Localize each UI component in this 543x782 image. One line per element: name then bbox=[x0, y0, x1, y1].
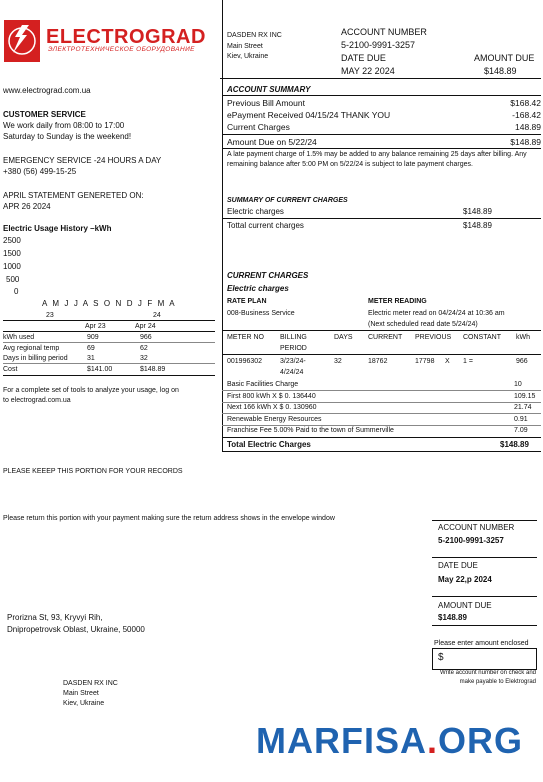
remit-address-line1: Prorizna St, 93, Kryvyi Rih, bbox=[7, 613, 103, 622]
summary-row bbox=[227, 110, 541, 121]
usage-cell: $148.89 bbox=[140, 366, 166, 373]
account-number: 5-2100-9991-3257 bbox=[341, 40, 416, 50]
summary-label: Current Charges bbox=[227, 122, 290, 132]
stub-company-name: DASDEN RX INC bbox=[63, 680, 118, 687]
amount-due-label: AMOUNT DUE bbox=[474, 53, 535, 63]
col-kwh: kWh bbox=[516, 334, 530, 341]
meter-no: 001996302 bbox=[227, 358, 263, 365]
y-tick-label: 0 bbox=[14, 287, 19, 296]
check-note-line1: Write account number on check and bbox=[440, 670, 536, 676]
summary-title-line bbox=[222, 95, 541, 96]
customer-service-weekend: Saturday to Sunday is the weekend! bbox=[3, 132, 132, 141]
current-read: 18762 bbox=[368, 358, 388, 365]
kwh-value: 966 bbox=[516, 358, 528, 365]
electrograd-logo-icon bbox=[4, 20, 40, 62]
month-axis-labels: A M J J A S O N D J F M A bbox=[42, 299, 177, 308]
charge-line-label: Basic Facilities Charge bbox=[227, 381, 299, 388]
statement-generated-label: APRIL STATEMENT GENERETED ON: bbox=[3, 191, 144, 200]
return-portion-note: Please return this portion with your payment making sure the return address shows in the envelope window bbox=[3, 515, 335, 522]
stub-amount-due: $148.89 bbox=[438, 613, 467, 622]
statement-generated-date: APR 26 2024 bbox=[3, 202, 51, 211]
emergency-phone: +380 (56) 499-15-25 bbox=[3, 167, 77, 176]
meter-table-top bbox=[222, 330, 541, 331]
year-label: 24 bbox=[153, 312, 161, 319]
website-link[interactable]: www.electrograd.com.ua bbox=[3, 86, 91, 95]
customer-service-hours: We work daily from 08:00 to 17:00 bbox=[3, 121, 125, 130]
stub-divider bbox=[432, 557, 537, 558]
logo-tld: ORG bbox=[438, 720, 524, 761]
late-payment-notice: A late payment charge of 1.5% may be added to any balance remaining 25 days after billing. Any remaining balance after 5:00 PM on 5/22/24 is subject to late payment charges. bbox=[227, 151, 527, 169]
next-read-date: (Next scheduled read date 5/24/24) bbox=[368, 321, 478, 328]
more-tools-line1: For a complete set of tools to analyze your usage, log on bbox=[3, 387, 179, 394]
billing-period-start: 3/23/24- bbox=[280, 358, 306, 365]
charge-line-label: Next 166 kWh X $ 0. 130960 bbox=[227, 404, 317, 411]
usage-row-line bbox=[3, 363, 215, 364]
usage-cell: $141.00 bbox=[87, 366, 113, 373]
summary-divider bbox=[222, 148, 541, 149]
total-bottom-line bbox=[222, 451, 541, 452]
date-due: MAY 22 2024 bbox=[341, 66, 395, 76]
company-name: DASDEN RX INC bbox=[227, 32, 282, 39]
col-previous: PREVIOUS bbox=[415, 334, 452, 341]
col-period: PERIOD bbox=[280, 345, 307, 352]
y-tick-label: 500 bbox=[6, 275, 20, 284]
col-current: CURRENT bbox=[368, 334, 403, 341]
y-tick-label: 2500 bbox=[3, 236, 21, 245]
total-electric-value: $148.89 bbox=[500, 440, 529, 449]
date-due-label: DATE DUE bbox=[341, 53, 386, 63]
y-tick-label: 1500 bbox=[3, 249, 21, 258]
column-divider bbox=[222, 0, 223, 452]
stub-date-due: May 22,p 2024 bbox=[438, 575, 492, 584]
electric-charges-value: $148.89 bbox=[463, 207, 492, 216]
usage-cell: 966 bbox=[140, 334, 152, 341]
meter-reading-label: METER READING bbox=[368, 298, 427, 305]
summary-current-divider bbox=[222, 218, 541, 219]
meter-read-date: Electric meter read on 04/24/24 at 10:36 am bbox=[368, 310, 505, 317]
stub-account-number: 5-2100-9991-3257 bbox=[438, 536, 504, 545]
summary-current-title: SUMMARY OF CURRENT CHARGES bbox=[227, 197, 348, 204]
stub-date-due-label: DATE DUE bbox=[438, 561, 478, 570]
charge-line-value: 10 bbox=[514, 381, 522, 388]
usage-col-apr23: Apr 23 bbox=[85, 323, 106, 330]
summary-label: ePayment Received 04/15/24 THANK YOU bbox=[227, 110, 391, 120]
charge-line-value: 0.91 bbox=[514, 416, 528, 423]
check-note-line2: make payable to Elektrograd bbox=[459, 679, 536, 685]
year-label: 23 bbox=[46, 312, 54, 319]
usage-cell: 31 bbox=[87, 355, 95, 362]
summary-row bbox=[227, 137, 541, 148]
emergency-service: EMERGENCY SERVICE -24 HOURS A DAY bbox=[3, 156, 162, 165]
usage-row-label: Days in billing period bbox=[3, 355, 68, 362]
keep-portion-note: PLEASE KEEEP THIS PORTION FOR YOUR RECORDS bbox=[3, 468, 183, 475]
stub-account-label: ACCOUNT NUMBER bbox=[438, 523, 515, 532]
constant-value: 1 = bbox=[463, 358, 473, 365]
meter-table-header-line bbox=[222, 354, 541, 355]
usage-cell: 69 bbox=[87, 345, 95, 352]
electric-charges-label: Electric charges bbox=[227, 207, 284, 216]
more-tools-line2: to electrograd.com.ua bbox=[3, 397, 71, 404]
company-city: Kiev, Ukraine bbox=[227, 53, 269, 60]
charge-line-label: Franchise Fee 5.00% Paid to the town of Summerville bbox=[227, 427, 394, 434]
usage-row-label: kWh used bbox=[3, 334, 35, 341]
charge-line-value: 109.15 bbox=[514, 393, 536, 400]
summary-label: Previous Bill Amount bbox=[227, 98, 305, 108]
stub-amount-due-label: AMOUNT DUE bbox=[438, 601, 492, 610]
summary-row bbox=[227, 122, 541, 133]
charge-line-label: Renewable Energy Resources bbox=[227, 416, 322, 423]
amount-enclosed-input[interactable]: $ bbox=[432, 648, 537, 670]
rate-plan-value: 008-Business Service bbox=[227, 310, 295, 317]
multiply-sign: X bbox=[445, 358, 450, 365]
days-value: 32 bbox=[334, 358, 342, 365]
col-billing: BILLING bbox=[280, 334, 307, 341]
usage-row-label: Cost bbox=[3, 366, 18, 373]
previous-read: 17798 bbox=[415, 358, 435, 365]
summary-label: Amount Due on 5/22/24 bbox=[227, 137, 317, 147]
account-summary-title: ACCOUNT SUMMARY bbox=[227, 85, 311, 94]
brand-name: ELECTROGRAD bbox=[46, 26, 206, 48]
total-current-value: $148.89 bbox=[463, 221, 492, 230]
col-constant: CONSTANT bbox=[463, 334, 501, 341]
usage-row-line bbox=[3, 342, 215, 343]
total-electric-label: Total Electric Charges bbox=[227, 440, 311, 449]
summary-value: $168.42 bbox=[510, 98, 541, 108]
usage-cell: 62 bbox=[140, 345, 148, 352]
total-current-label: Tottal current charges bbox=[227, 221, 304, 230]
usage-row-label: Avg regional temp bbox=[3, 345, 60, 352]
col-days: DAYS bbox=[334, 334, 353, 341]
customer-service-title: CUSTOMER SERVICE bbox=[3, 110, 86, 119]
usage-table-bottom bbox=[3, 375, 215, 376]
summary-value: 148.89 bbox=[515, 122, 541, 132]
brand-subtitle: ЭЛЕКТРОТЕХНИЧЕСКОЕ ОБОРУДОВАНИЕ bbox=[48, 46, 195, 53]
header-divider bbox=[220, 78, 541, 79]
amount-due: $148.89 bbox=[484, 66, 517, 76]
electric-charges-subtitle: Electric charges bbox=[227, 284, 289, 293]
usage-table-top bbox=[3, 320, 215, 321]
amount-enclosed-label: Please enter amount enclosed bbox=[434, 640, 529, 647]
usage-history-title: Electric Usage History –kWh bbox=[3, 224, 112, 233]
company-street: Main Street bbox=[227, 43, 263, 50]
stub-company-city: Kiev, Ukraine bbox=[63, 700, 105, 707]
stub-company-street: Main Street bbox=[63, 690, 99, 697]
charge-line-divider bbox=[222, 413, 541, 414]
summary-value: $148.89 bbox=[510, 137, 541, 147]
summary-divider bbox=[222, 134, 541, 135]
y-tick-label: 1000 bbox=[3, 262, 21, 271]
usage-cell: 32 bbox=[140, 355, 148, 362]
col-meter-no: METER NO bbox=[227, 334, 264, 341]
logo-dot: . bbox=[427, 720, 439, 761]
rate-plan-label: RATE PLAN bbox=[227, 298, 267, 305]
current-charges-title: CURRENT CHARGES bbox=[227, 271, 309, 280]
stub-divider bbox=[432, 625, 537, 626]
summary-value: -168.42 bbox=[512, 110, 541, 120]
logo-main: MARFISA bbox=[256, 720, 427, 761]
marfisa-watermark-logo bbox=[256, 718, 523, 765]
remit-address-line2: Dnipropetrovsk Oblast, Ukraine, 50000 bbox=[7, 625, 145, 634]
total-divider bbox=[222, 437, 541, 438]
billing-period-end: 4/24/24 bbox=[280, 369, 304, 376]
charge-line-value: 21.74 bbox=[514, 404, 532, 411]
usage-cell: 909 bbox=[87, 334, 99, 341]
charge-line-label: First 800 kWh X $ 0. 136440 bbox=[227, 393, 316, 400]
account-number-label: ACCOUNT NUMBER bbox=[341, 27, 427, 37]
charge-line-divider bbox=[222, 390, 541, 391]
summary-row bbox=[227, 98, 541, 109]
usage-table-header-line bbox=[3, 331, 215, 332]
charge-line-value: 7.09 bbox=[514, 427, 528, 434]
usage-col-apr24: Apr 24 bbox=[135, 323, 156, 330]
stub-divider bbox=[432, 596, 537, 597]
stub-divider bbox=[432, 520, 537, 521]
